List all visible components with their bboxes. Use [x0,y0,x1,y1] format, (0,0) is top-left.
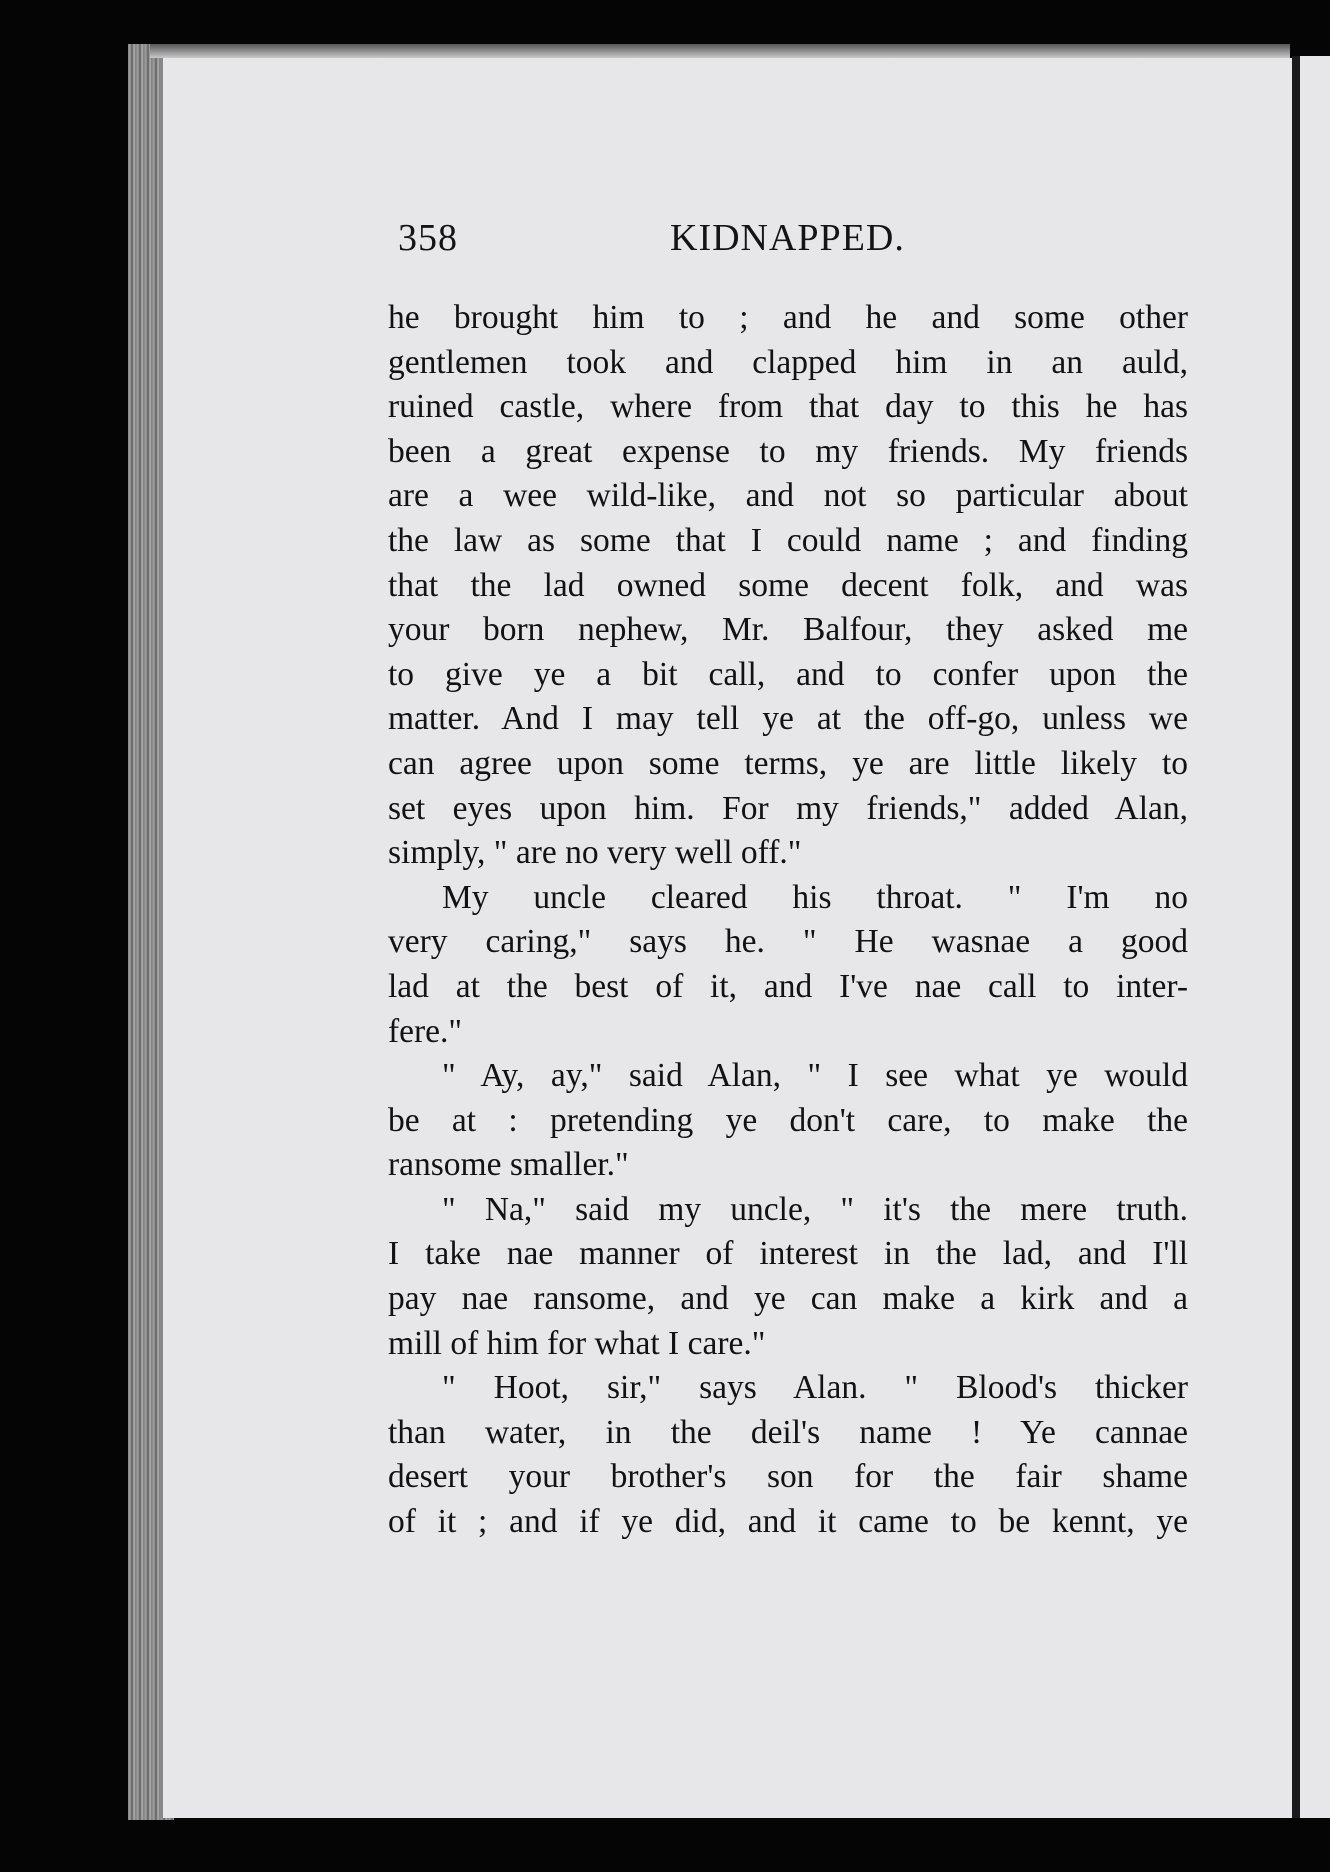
text-line: desert your brother's son for the fair shame [388,1458,1188,1496]
text-line: gentlemen took and clapped him in an auld, [388,343,1188,381]
text-line: fere." [388,1012,463,1050]
text-line: My uncle cleared his throat. " I'm no [442,878,1188,916]
text-line: pay nae ransome, and ye can make a kirk and a [388,1280,1188,1318]
text-line: can agree upon some terms, ye are little likely to [388,744,1188,782]
text-line: than water, in the deil's name ! Ye cannae [388,1413,1188,1451]
text-line: " Na," said my uncle, " it's the mere truth. [442,1190,1188,1228]
text-line: " Hoot, sir," says Alan. " Blood's thicker [442,1369,1188,1407]
text-line: simply, " are no very well off." [388,834,802,872]
text-line: very caring," says he. " He wasnae a good [388,923,1188,961]
text-line: " Ay, ay," said Alan, " I see what ye would [442,1057,1188,1095]
text-line: been a great expense to my friends. My friends [388,432,1188,470]
text-line: he brought him to ; and he and some other [388,299,1188,336]
text-line: be at : pretending ye don't care, to make the [388,1101,1188,1139]
text-line: matter. And I may tell ye at the off-go, unless we [388,700,1188,738]
body-text [388,296,1188,1545]
text-line: ransome smaller." [388,1146,629,1184]
page-right-edge [1292,56,1300,1818]
text-line: the law as some that I could name ; and finding [388,521,1188,559]
text-line: your born nephew, Mr. Balfour, they asked me [388,611,1188,649]
page-number: 358 [398,217,458,259]
text-line: lad at the best of it, and I've nae call to inter- [388,967,1188,1005]
text-line: ruined castle, where from that day to this he has [388,388,1188,426]
text-line: to give ye a bit call, and to confer upon the [388,655,1188,693]
text-line: mill of him for what I care." [388,1324,766,1362]
text-line: that the lad owned some decent folk, and was [388,566,1188,604]
text-line: set eyes upon him. For my friends," added Alan, [388,789,1188,827]
running-title: KIDNAPPED. [670,217,905,259]
page-top-edge [150,44,1290,58]
text-line: are a wee wild-like, and not so particular about [388,477,1188,515]
text-line: I take nae manner of interest in the lad, and I'll [388,1235,1188,1273]
facing-page-edge [1300,56,1330,1818]
running-header [398,216,928,266]
text-line: of it ; and if ye did, and it came to be kennt, ye [388,1503,1188,1541]
